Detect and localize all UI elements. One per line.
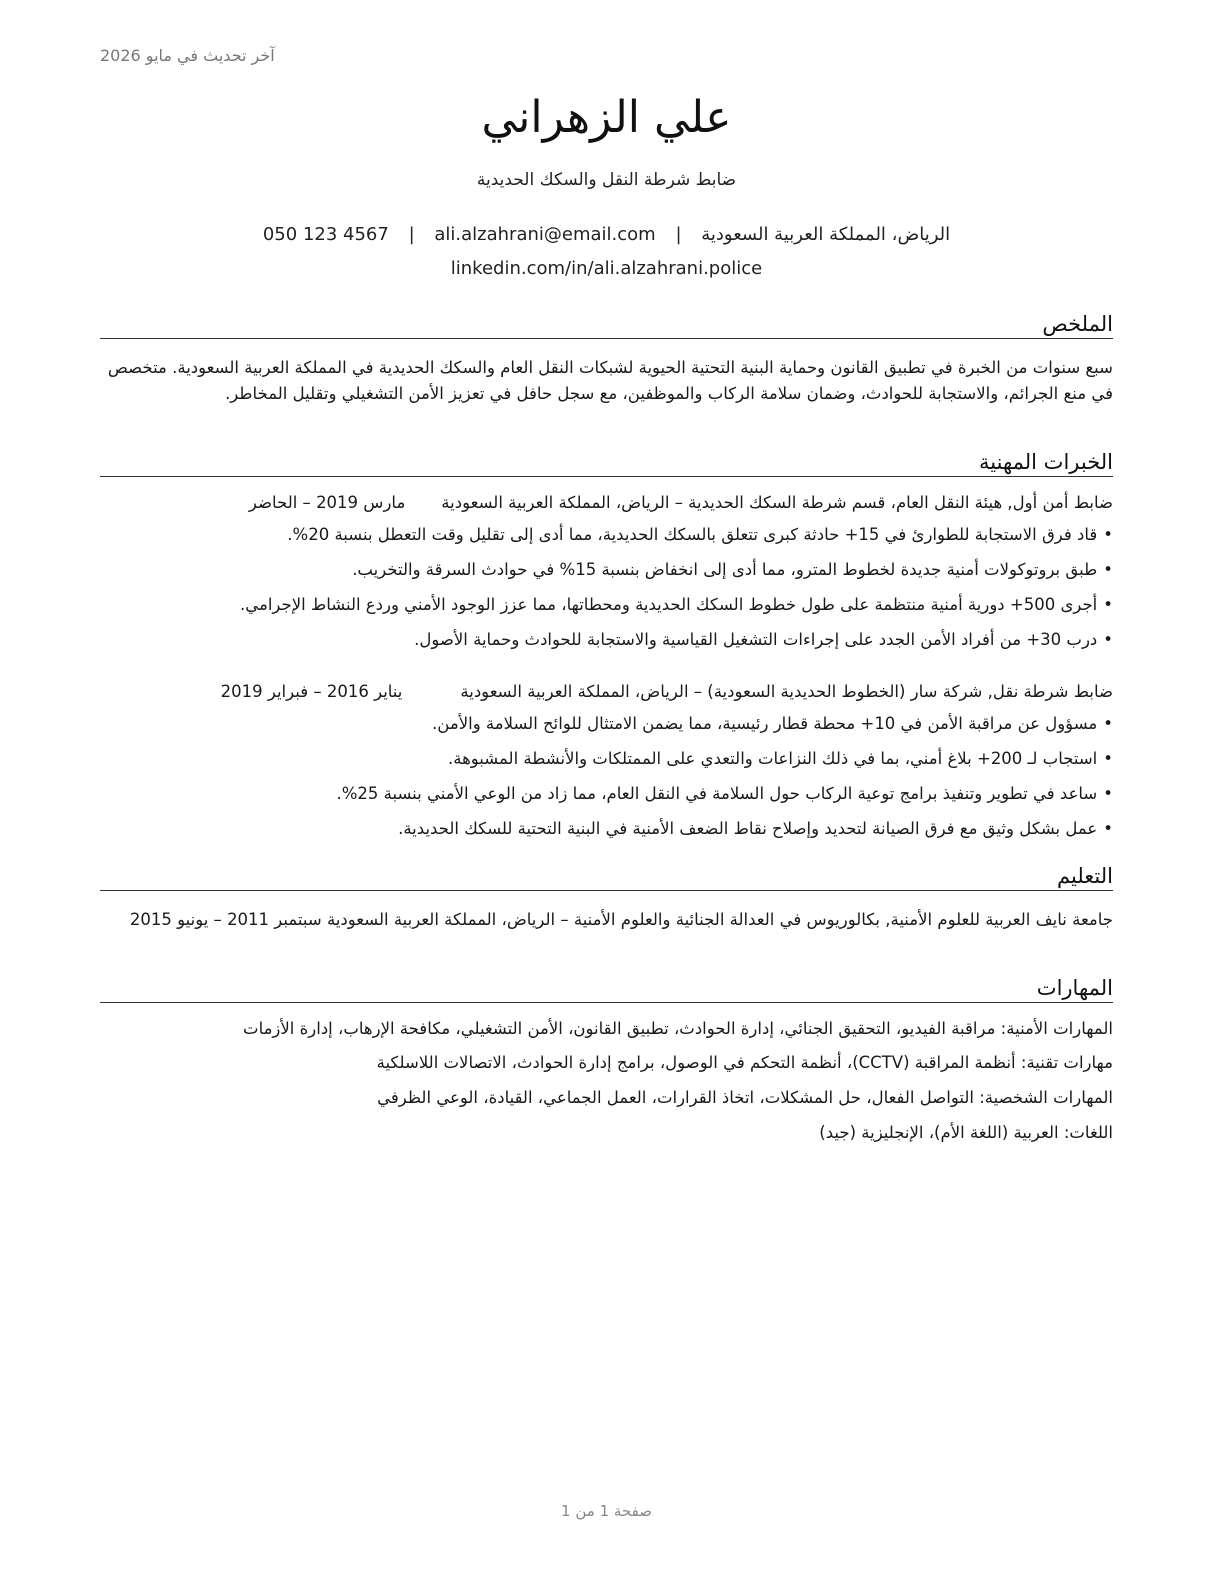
page-number: صفحة 1 من 1 — [561, 1502, 652, 1520]
list-item: •أجرى 500+ دورية أمنية منتظمة على طول خطوط السكك الحديدية ومحطاتها، مما عزز الوجود الأمني وردع النشاط الإجرامي. — [240, 595, 1113, 614]
list-item: •عمل بشكل وثيق مع فرق الصيانة لتحديد وإصلاح نقاط الضعف الأمنية في البنية التحتية للسكك الحديدية. — [398, 819, 1113, 838]
phone-number: 050 123 4567 — [262, 224, 389, 245]
education-entry — [100, 907, 1113, 933]
list-item: •استجاب لـ 200+ بلاغ أمني، بما في ذلك النزاعات والتعدي على الممتلكات والأنشطة المشبوهة. — [447, 749, 1113, 768]
list-item: •درب 30+ من أفراد الأمن الجدد على إجراءات التشغيل القياسية والاستجابة للحوادث وحماية الأصول. — [414, 630, 1113, 649]
list-item: •مسؤول عن مراقبة الأمن في 10+ محطة قطار رئيسية، مما يضمن الامتثال للوائح السلامة والأمن. — [432, 714, 1113, 733]
education-dates: سبتمبر 2011 – يونيو 2015 — [129, 910, 322, 929]
job-header — [100, 493, 1113, 512]
contact-line — [100, 224, 1113, 245]
summary-text: سبع سنوات من الخبرة في تطبيق القانون وحماية البنية التحتية الحيوية لشبكات النقل العام والسكك الحديدية في المملكة العربية السعودية. متخصص في منع الجرائم، والاستجابة للحوادث، وضمان سلامة الركاب والموظفين، مع سجل حافل في تعزيز الأمن التشغيلي وتقليل المخاطر. — [107, 358, 1113, 403]
separator: | — [408, 224, 415, 245]
job-dates: مارس 2019 – الحاضر — [248, 493, 406, 512]
job-role: ضابط أمن أول, هيئة النقل العام، قسم شرطة السكك الحديدية – الرياض، المملكة العربية السعودية — [441, 493, 1113, 512]
candidate-name: علي الزهراني — [481, 92, 732, 143]
resume-page — [100, 0, 1113, 1584]
separator: | — [675, 224, 682, 245]
location: الرياض، المملكة العربية السعودية — [701, 224, 951, 245]
skill-line: مهارات تقنية: أنظمة المراقبة (CCTV)، أنظمة التحكم في الوصول، برامج إدارة الحوادث، الاتصالات اللاسلكية — [376, 1053, 1113, 1072]
skill-line: المهارات الأمنية: مراقبة الفيديو، التحقيق الجنائي، إدارة الحوادث، تطبيق القانون، الأمن التشغيلي، مكافحة الإرهاب، إدارة الأزمات — [243, 1019, 1113, 1038]
education-text: جامعة نايف العربية للعلوم الأمنية, بكالوريوس في العدالة الجنائية والعلوم الأمنية – الرياض، المملكة العربية السعودية — [326, 910, 1113, 929]
list-item: •طبق بروتوكولات أمنية جديدة لخطوط المترو، مما أدى إلى انخفاض بنسبة 15% في حوادث السرقة والتخريب. — [352, 560, 1113, 579]
last-updated: آخر تحديث في مايو 2026 — [100, 46, 275, 65]
summary-heading: الملخص — [100, 312, 1113, 339]
skill-line: اللغات: العربية (اللغة الأم)، الإنجليزية (جيد) — [819, 1123, 1113, 1142]
job-dates: يناير 2016 – فبراير 2019 — [220, 682, 403, 701]
education-heading: التعليم — [100, 864, 1113, 891]
experience-heading: الخبرات المهنية — [100, 450, 1113, 477]
skill-line: المهارات الشخصية: التواصل الفعال، حل المشكلات، اتخاذ القرارات، العمل الجماعي، القيادة، الوعي الظرفي — [377, 1088, 1113, 1107]
job-title: ضابط شرطة النقل والسكك الحديدية — [476, 170, 737, 190]
linkedin-link[interactable]: linkedin.com/in/ali.alzahrani.police — [450, 258, 763, 279]
job-header — [100, 682, 1113, 701]
job-role: ضابط شرطة نقل, شركة سار (الخطوط الحديدية السعودية) – الرياض، المملكة العربية السعودية — [460, 682, 1113, 701]
list-item: •قاد فرق الاستجابة للطوارئ في 15+ حادثة كبرى تتعلق بالسكك الحديدية، مما أدى إلى تقليل وقت التعطل بنسبة 20%. — [287, 525, 1113, 544]
list-item: •ساعد في تطوير وتنفيذ برامج توعية الركاب حول السلامة في النقل العام، مما زاد من الوعي الأمني بنسبة 25%. — [336, 784, 1113, 803]
email-link[interactable]: ali.alzahrani@email.com — [434, 224, 656, 245]
skills-heading: المهارات — [100, 976, 1113, 1003]
